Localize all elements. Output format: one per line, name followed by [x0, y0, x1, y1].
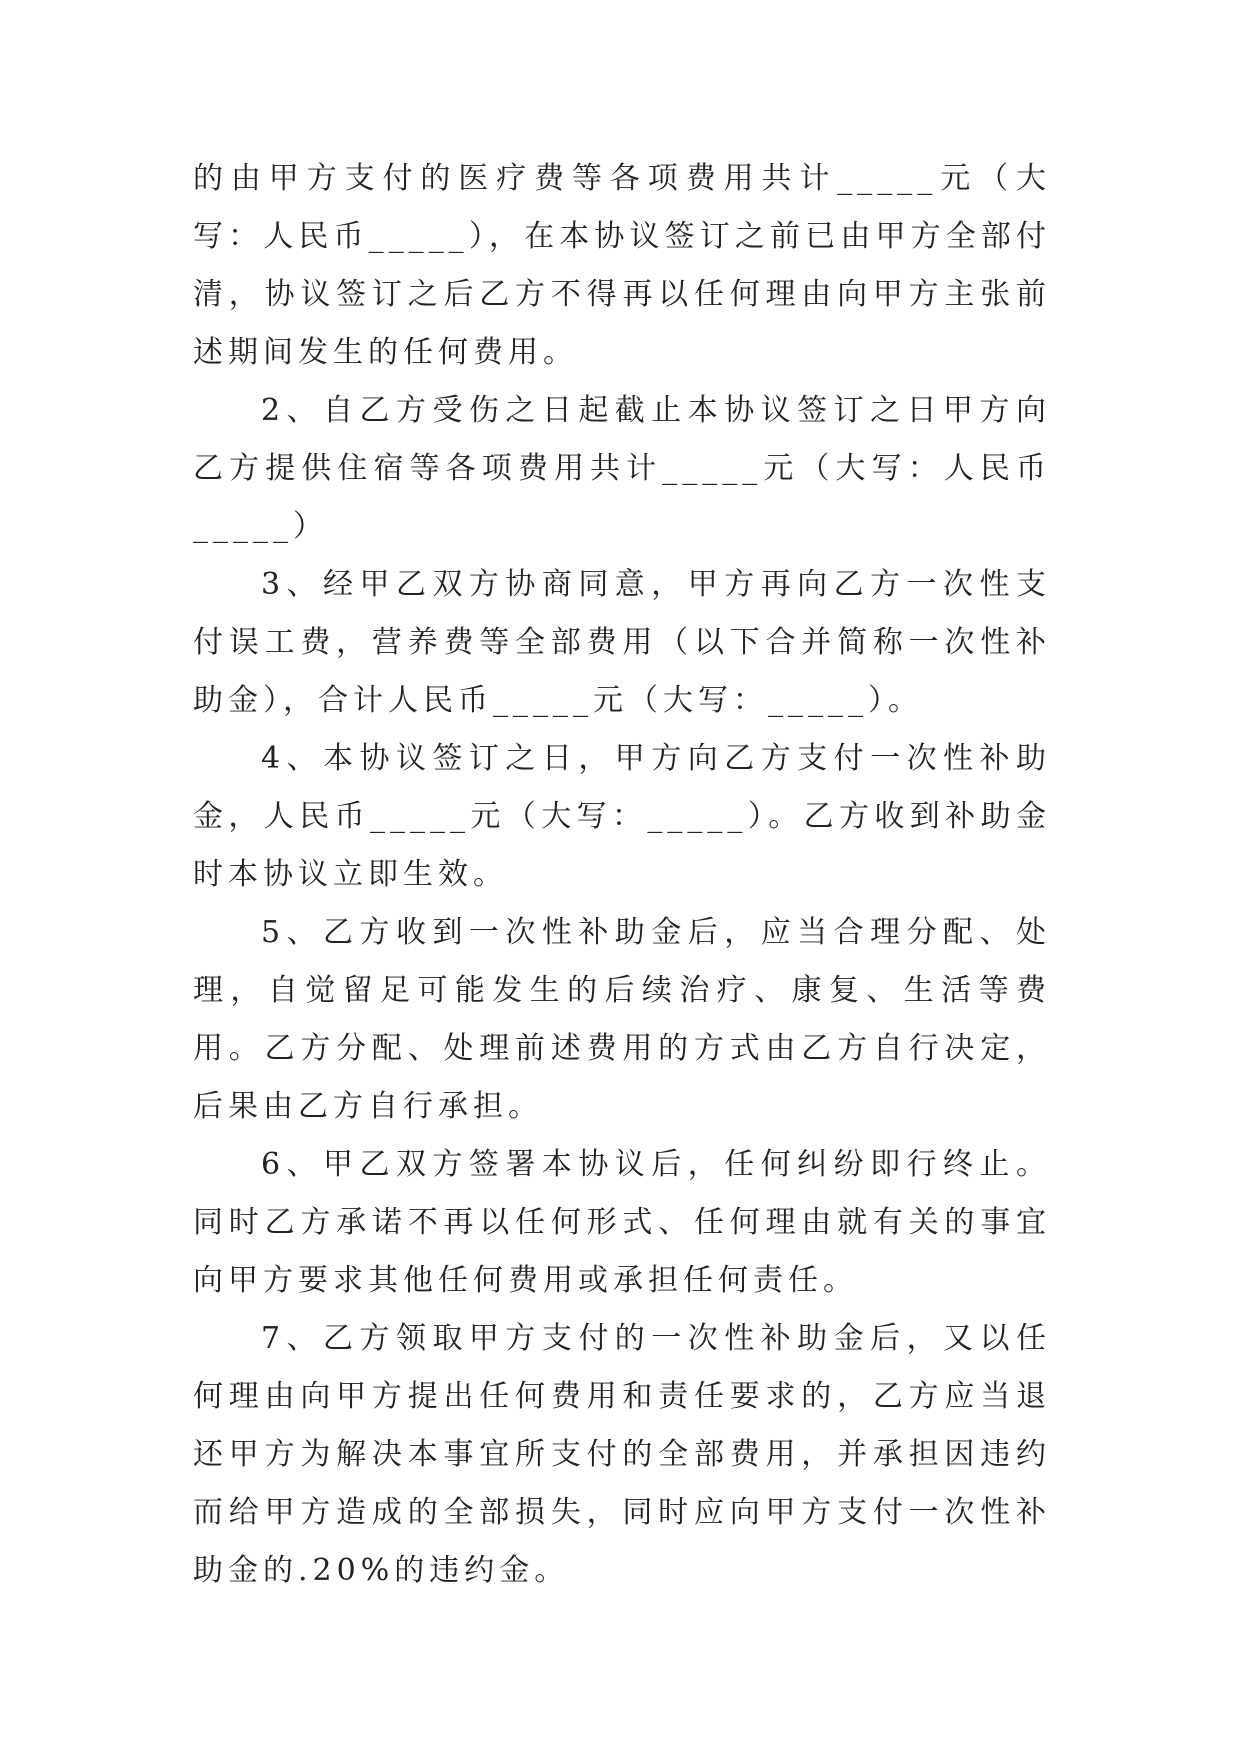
paragraph-7: 7、乙方领取甲方支付的一次性补助金后，又以任何理由向甲方提出任何费用和责任要求的，乙方应当退还甲方为解决本事宜所支付的全部费用，并承担因违约而给甲方造成的全部损失，同时应向甲方支付一次性补助金的.20%的违约金。 [193, 1321, 1051, 1588]
paragraph-3: 3、经甲乙双方协商同意，甲方再向乙方一次性支付误工费，营养费等全部费用（以下合并简称一次性补助金），合计人民币_____元（大写：_____）。 [193, 567, 1051, 718]
paragraph-4: 4、本协议签订之日，甲方向乙方支付一次性补助金，人民币_____元（大写：_____）。乙方收到补助金时本协议立即生效。 [193, 741, 1051, 892]
paragraph-1-continuation: 的由甲方支付的医疗费等各项费用共计_____元（大写：人民币_____），在本协议签订之前已由甲方全部付清，协议签订之后乙方不得再以任何理由向甲方主张前述期间发生的任何费用。 [193, 161, 1051, 370]
paragraph-6: 6、甲乙双方签署本协议后，任何纠纷即行终止。同时乙方承诺不再以任何形式、任何理由就有关的事宜向甲方要求其他任何费用或承担任何责任。 [193, 1147, 1051, 1298]
paragraph-2: 2、自乙方受伤之日起截止本协议签订之日甲方向乙方提供住宿等各项费用共计_____元（大写：人民币_____） [193, 393, 1051, 544]
paragraph-5: 5、乙方收到一次性补助金后，应当合理分配、处理，自觉留足可能发生的后续治疗、康复、生活等费用。乙方分配、处理前述费用的方式由乙方自行决定，后果由乙方自行承担。 [193, 915, 1051, 1124]
document-page [193, 150, 1051, 1600]
